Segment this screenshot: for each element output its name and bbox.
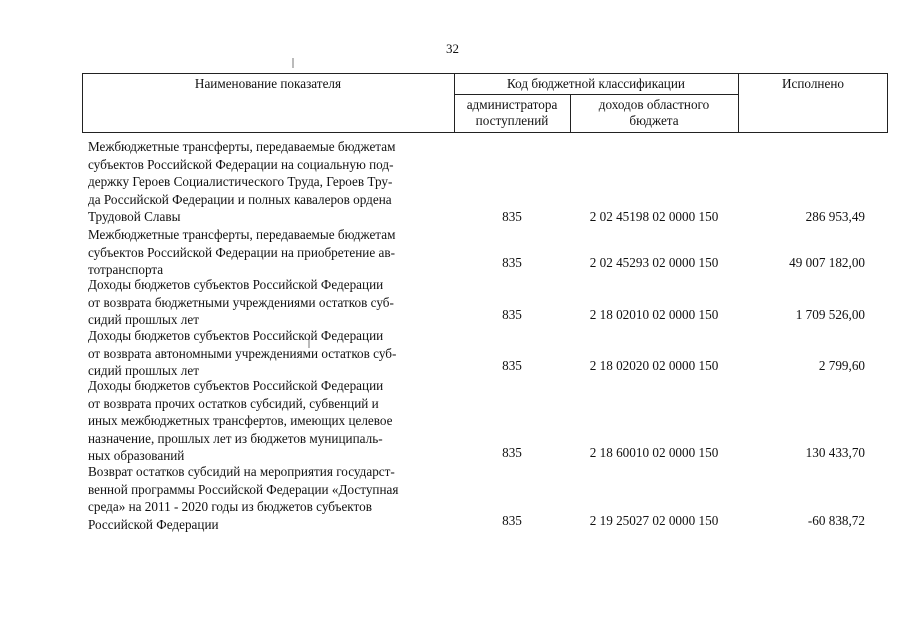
table-row — [82, 463, 888, 535]
header-executed: Исполнено — [782, 76, 844, 91]
admin-code: 835 — [502, 307, 522, 322]
table-row — [82, 276, 888, 329]
executed-amount: 49 007 182,00 — [789, 255, 865, 270]
table-row — [82, 138, 888, 226]
header-code-group: Код бюджетной классификации — [507, 76, 685, 91]
executed-amount: 1 709 526,00 — [795, 307, 865, 322]
budget-code: 2 19 25027 02 0000 150 — [589, 513, 719, 528]
table-header — [82, 73, 888, 133]
header-name: Наименование показателя — [194, 76, 342, 91]
table-row — [82, 377, 888, 465]
executed-amount: 286 953,49 — [805, 209, 865, 224]
table-row — [82, 327, 888, 380]
admin-code: 835 — [502, 513, 522, 528]
header-admin: администратора поступлений — [466, 97, 558, 128]
budget-code: 2 02 45198 02 0000 150 — [589, 209, 719, 224]
budget-code: 2 02 45293 02 0000 150 — [589, 255, 719, 270]
indicator-name: Доходы бюджетов субъектов Российской Федерации от возврата бюджетными учреждениями остатков суб- сидий прошлых лет — [88, 277, 394, 328]
admin-code: 835 — [502, 445, 522, 460]
admin-code: 835 — [502, 358, 522, 373]
indicator-name: Доходы бюджетов субъектов Российской Федерации от возврата автономными учреждениями остатков суб- сидий прошлых лет — [88, 328, 397, 379]
executed-amount: -60 838,72 — [807, 513, 865, 528]
header-income: доходов областного бюджета — [598, 97, 710, 128]
admin-code: 835 — [502, 209, 522, 224]
indicator-name: Возврат остатков субсидий на мероприятия государст- венной программы Российской Федерации «Доступная среда» на 2011 - 2020 годы из бюджетов субъектов Российской Федерации — [88, 464, 399, 532]
indicator-name: Доходы бюджетов субъектов Российской Федерации от возврата прочих остатков субсидий, субвенций и иных межбюджетных трансфертов, имеющих целевое назначение, прошлых лет из бюджетов муниципаль- ных образований — [88, 378, 393, 464]
page-number: 32 — [446, 41, 459, 56]
table-row — [82, 226, 888, 279]
indicator-name: Межбюджетные трансферты, передаваемые бюджетам субъектов Российской Федерации на социальную под- держку Героев Социалистического Труда, Героев Тру- да Российской Федерации и полных кавалеров ордена Трудовой Славы — [88, 139, 396, 225]
budget-code: 2 18 02020 02 0000 150 — [589, 358, 719, 373]
executed-amount: 130 433,70 — [805, 445, 865, 460]
admin-code: 835 — [502, 255, 522, 270]
indicator-name: Межбюджетные трансферты, передаваемые бюджетам субъектов Российской Федерации на приобретение ав- тотранспорта — [88, 227, 396, 278]
budget-code: 2 18 60010 02 0000 150 — [589, 445, 719, 460]
executed-amount: 2 799,60 — [818, 358, 865, 373]
scan-mark — [292, 58, 294, 68]
budget-code: 2 18 02010 02 0000 150 — [589, 307, 719, 322]
